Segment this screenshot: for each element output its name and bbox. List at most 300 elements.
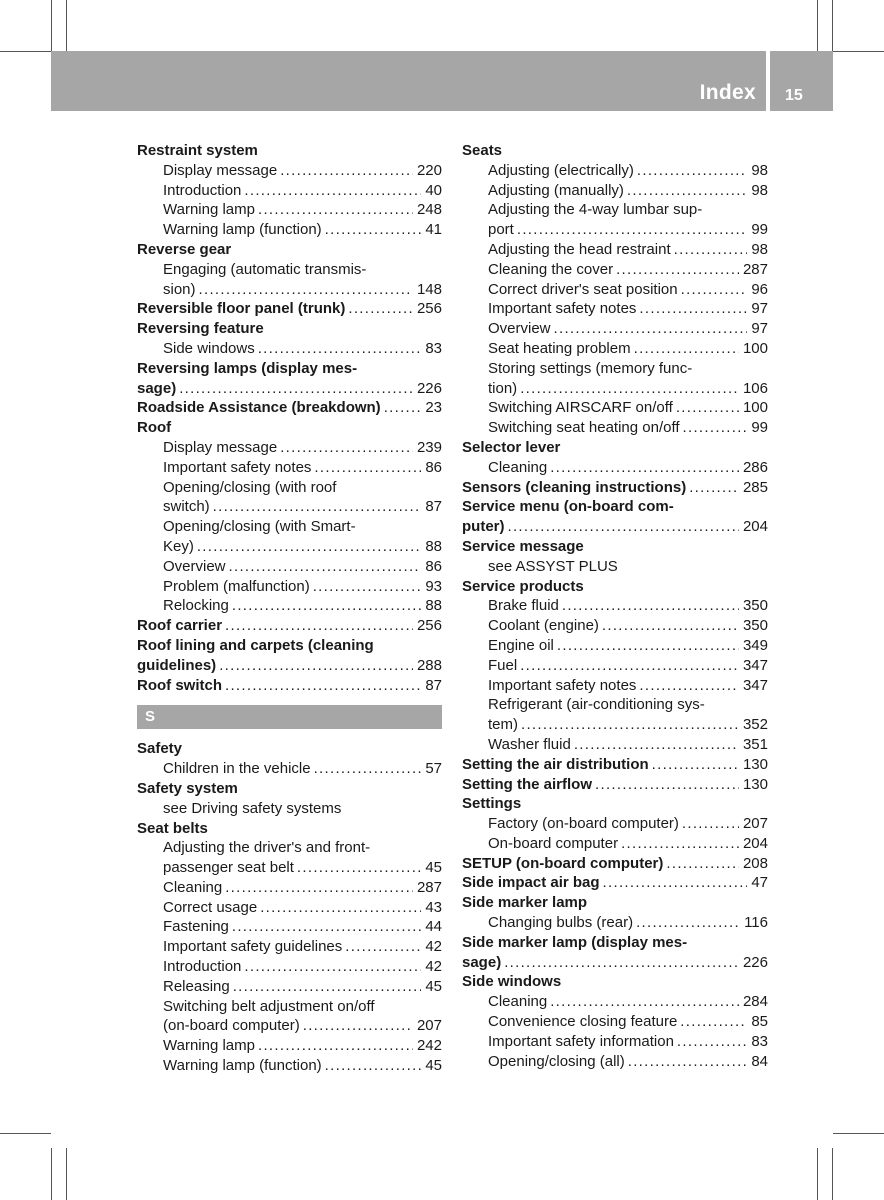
entry-page-number: 88 (425, 597, 442, 615)
index-entry (462, 794, 768, 814)
entry-label: Releasing (163, 977, 230, 995)
index-subentry (462, 656, 768, 676)
index-subentry (137, 858, 442, 878)
dot-leader (213, 497, 422, 517)
dot-leader (674, 240, 748, 260)
entry-page-number: 350 (742, 597, 768, 615)
index-subentry (462, 359, 768, 379)
entry-label: sage) (462, 953, 502, 971)
index-entry (137, 656, 442, 676)
entry-label: Overview (163, 557, 226, 575)
index-entry (462, 478, 768, 498)
entry-label: Seat heating problem (488, 339, 631, 357)
index-subentry (137, 838, 442, 858)
entry-page-number: 88 (425, 537, 442, 555)
entry-label: Storing settings (memory func- (488, 359, 693, 377)
entry-label: switch) (163, 498, 210, 516)
entry-label: Washer fluid (488, 735, 571, 753)
dot-leader (348, 299, 413, 319)
entry-label: puter) (462, 518, 505, 536)
index-subentry (137, 497, 442, 517)
entry-label: Switching belt adjustment on/off (163, 997, 375, 1015)
entry-page-number: 285 (742, 478, 768, 496)
dot-leader (219, 656, 413, 676)
dot-leader (345, 937, 421, 957)
entry-page-number: 226 (742, 953, 768, 971)
entry-label: Engaging (automatic transmis- (163, 260, 367, 278)
entry-label: Roof carrier (137, 617, 223, 635)
index-subentry (462, 992, 768, 1012)
entry-label: Switching AIRSCARF on/off (488, 399, 673, 417)
entry-page-number: 98 (751, 181, 768, 199)
dot-leader (517, 220, 747, 240)
dot-leader (677, 1032, 747, 1052)
entry-page-number: 286 (742, 458, 768, 476)
entry-page-number: 87 (425, 676, 442, 694)
entry-label: Changing bulbs (rear) (488, 914, 634, 932)
crop-mark (817, 1148, 818, 1200)
entry-page-number: 288 (416, 656, 442, 674)
index-subentry (462, 299, 768, 319)
index-subentry (462, 676, 768, 696)
index-subentry (137, 878, 442, 898)
entry-label: Important safety notes (488, 676, 637, 694)
dot-leader (621, 834, 739, 854)
index-subentry (462, 1012, 768, 1032)
entry-label: Selector lever (462, 438, 561, 456)
dot-leader (562, 596, 739, 616)
index-subentry (137, 478, 442, 498)
index-entry (462, 893, 768, 913)
index-subentry (462, 814, 768, 834)
dot-leader (244, 181, 421, 201)
index-entry (137, 779, 442, 799)
entry-label: Adjusting (electrically) (488, 161, 634, 179)
index-entry (137, 616, 442, 636)
entry-label: Warning lamp (163, 201, 255, 219)
crop-mark (833, 51, 884, 52)
entry-label: Side marker lamp (display mes- (462, 933, 688, 951)
index-entry (137, 240, 442, 260)
entry-page-number: 84 (751, 1052, 768, 1070)
entry-label: Reversible floor panel (trunk) (137, 300, 346, 318)
entry-page-number: 130 (742, 755, 768, 773)
crop-mark (66, 0, 67, 51)
entry-label: Setting the air distribution (462, 755, 649, 773)
index-subentry (137, 200, 442, 220)
dot-leader (639, 299, 747, 319)
entry-page-number: 23 (425, 399, 442, 417)
entry-label: Switching seat heating on/off (488, 419, 680, 437)
dot-leader (595, 775, 739, 795)
dot-leader (244, 957, 421, 977)
dot-leader (314, 458, 421, 478)
index-entry (137, 398, 442, 418)
index-column-left (137, 141, 442, 1076)
index-entry (137, 359, 442, 379)
index-subentry (137, 917, 442, 937)
entry-page-number: 207 (416, 1017, 442, 1035)
entry-page-number: 287 (416, 878, 442, 896)
index-subentry (462, 220, 768, 240)
entry-page-number: 96 (751, 280, 768, 298)
dot-leader (627, 181, 747, 201)
entry-page-number: 350 (742, 617, 768, 635)
entry-page-number: 86 (425, 458, 442, 476)
entry-page-number: 148 (416, 280, 442, 298)
entry-page-number: 248 (416, 201, 442, 219)
dot-leader (260, 898, 421, 918)
index-subentry (137, 438, 442, 458)
entry-page-number: 226 (416, 379, 442, 397)
dot-leader (602, 616, 739, 636)
entry-page-number: 116 (744, 914, 768, 932)
entry-page-number: 42 (425, 958, 442, 976)
crop-mark (0, 1133, 51, 1134)
section-header: S (137, 705, 442, 729)
dot-leader (297, 858, 421, 878)
entry-label: Service message (462, 537, 584, 555)
entry-label: (on-board computer) (163, 1017, 300, 1035)
dot-leader (225, 616, 413, 636)
crop-mark (66, 1148, 67, 1200)
entry-label: Adjusting the 4-way lumbar sup- (488, 201, 703, 219)
dot-leader (197, 537, 421, 557)
dot-leader (313, 577, 422, 597)
entry-page-number: 204 (742, 834, 768, 852)
entry-label: Correct usage (163, 898, 258, 916)
entry-label: Adjusting the driver's and front- (163, 839, 371, 857)
index-subentry (137, 1056, 442, 1076)
entry-label: Roadside Assistance (breakdown) (137, 399, 381, 417)
entry-page-number: 98 (751, 161, 768, 179)
crop-mark (51, 0, 52, 51)
entry-page-number: 284 (742, 993, 768, 1011)
index-subentry (462, 1032, 768, 1052)
index-subentry (462, 319, 768, 339)
index-subentry (137, 898, 442, 918)
index-subentry (462, 181, 768, 201)
dot-leader (314, 759, 422, 779)
dot-leader (639, 676, 739, 696)
index-subentry (137, 937, 442, 957)
entry-label: Important safety guidelines (163, 938, 343, 956)
entry-label: sage) (137, 379, 177, 397)
index-entry (462, 438, 768, 458)
entry-label: tem) (488, 716, 518, 734)
index-subentry (137, 220, 442, 240)
dot-leader (550, 992, 739, 1012)
index-entry (462, 577, 768, 597)
entry-page-number: 242 (416, 1037, 442, 1055)
entry-label: On-board computer (488, 834, 619, 852)
dot-leader (637, 161, 747, 181)
entry-label: port (488, 221, 514, 239)
entry-label: Factory (on-board computer) (488, 815, 679, 833)
entry-page-number: 204 (742, 518, 768, 536)
entry-page-number: 99 (751, 419, 768, 437)
index-subentry (462, 715, 768, 735)
entry-label: Overview (488, 320, 551, 338)
index-entry (462, 972, 768, 992)
index-subentry (137, 161, 442, 181)
dot-leader (233, 977, 422, 997)
dot-leader (603, 873, 748, 893)
entry-page-number: 130 (742, 775, 768, 793)
index-subentry (137, 1016, 442, 1036)
crop-mark (51, 1148, 52, 1200)
index-entry (462, 775, 768, 795)
entry-page-number: 43 (425, 898, 442, 916)
dot-leader (689, 478, 739, 498)
entry-page-number: 351 (742, 735, 768, 753)
index-subentry (137, 181, 442, 201)
entry-label: Side impact air bag (462, 874, 600, 892)
index-subentry (137, 280, 442, 300)
dot-leader (229, 557, 422, 577)
entry-page-number: 99 (751, 221, 768, 239)
index-subentry (137, 537, 442, 557)
crop-mark (833, 1133, 884, 1134)
index-subentry (137, 997, 442, 1017)
crop-mark (832, 1148, 833, 1200)
index-subentry (137, 557, 442, 577)
entry-page-number: 97 (751, 300, 768, 318)
dot-leader (225, 878, 413, 898)
index-subentry (137, 1036, 442, 1056)
entry-page-number: 239 (416, 438, 442, 456)
dot-leader (636, 913, 740, 933)
entry-label: Warning lamp (163, 1037, 255, 1055)
index-entry (137, 739, 442, 759)
index-entry (462, 953, 768, 973)
entry-label: Cleaning (488, 458, 548, 476)
entry-label: Key) (163, 537, 194, 555)
entry-page-number: 352 (742, 716, 768, 734)
entry-label: Side windows (462, 973, 562, 991)
index-subentry (462, 834, 768, 854)
entry-label: Opening/closing (with roof (163, 478, 337, 496)
dot-leader (628, 1052, 748, 1072)
entry-label: Display message (163, 438, 278, 456)
index-subentry (462, 913, 768, 933)
dot-leader (682, 814, 739, 834)
entry-label: see ASSYST PLUS (488, 557, 618, 575)
index-subentry (462, 339, 768, 359)
entry-label: Restraint system (137, 142, 258, 159)
page-header (51, 51, 766, 111)
dot-leader (680, 1012, 747, 1032)
index-subentry (462, 636, 768, 656)
entry-label: Adjusting the head restraint (488, 240, 671, 258)
entry-label: Display message (163, 161, 278, 179)
entry-page-number: 349 (742, 636, 768, 654)
entry-label: Fastening (163, 918, 229, 936)
index-subentry (462, 161, 768, 181)
index-subentry (137, 799, 442, 819)
entry-label: Brake fluid (488, 597, 559, 615)
dot-leader (520, 656, 739, 676)
dot-leader (652, 755, 739, 775)
index-subentry (462, 458, 768, 478)
entry-page-number: 40 (425, 181, 442, 199)
entry-label: Relocking (163, 597, 229, 615)
index-subentry (462, 695, 768, 715)
entry-page-number: 45 (425, 1057, 442, 1075)
entry-page-number: 347 (742, 676, 768, 694)
entry-label: SETUP (on-board computer) (462, 854, 664, 872)
index-entry (137, 636, 442, 656)
entry-label: guidelines) (137, 656, 217, 674)
dot-leader (508, 517, 739, 537)
dot-leader (258, 1036, 413, 1056)
index-entry (462, 933, 768, 953)
entry-page-number: 83 (751, 1032, 768, 1050)
entry-label: see Driving safety systems (163, 799, 342, 817)
entry-label: Roof lining and carpets (cleaning (137, 636, 374, 654)
dot-leader (325, 220, 422, 240)
entry-label: Opening/closing (all) (488, 1052, 625, 1070)
entry-page-number: 47 (751, 874, 768, 892)
entry-label: Cleaning the cover (488, 260, 614, 278)
entry-page-number: 44 (425, 918, 442, 936)
index-entry (137, 379, 442, 399)
index-entry (462, 873, 768, 893)
entry-label: Adjusting (manually) (488, 181, 624, 199)
entry-label: Important safety notes (488, 300, 637, 318)
entry-page-number: 106 (742, 379, 768, 397)
dot-leader (303, 1016, 413, 1036)
index-entry (137, 819, 442, 839)
entry-page-number: 98 (751, 240, 768, 258)
entry-label: Important safety notes (163, 458, 312, 476)
entry-page-number: 85 (751, 1013, 768, 1031)
entry-label: Side windows (163, 339, 255, 357)
dot-leader (557, 636, 739, 656)
dot-leader (550, 458, 739, 478)
index-subentry (462, 398, 768, 418)
index-subentry (137, 517, 442, 537)
dot-leader (676, 398, 739, 418)
index-entry (137, 319, 442, 339)
index-subentry (462, 200, 768, 220)
entry-label: Reverse gear (137, 240, 232, 258)
dot-leader (325, 1056, 422, 1076)
entry-label: Coolant (engine) (488, 617, 599, 635)
entry-page-number: 93 (425, 577, 442, 595)
dot-leader (521, 715, 739, 735)
index-subentry (462, 379, 768, 399)
entry-label: Seat belts (137, 819, 208, 837)
dot-leader (280, 161, 413, 181)
dot-leader (280, 438, 413, 458)
dot-leader (199, 280, 413, 300)
entry-label: Fuel (488, 656, 518, 674)
index-subentry (462, 418, 768, 438)
entry-label: Roof (137, 419, 172, 437)
index-entry (462, 755, 768, 775)
dot-leader (681, 280, 748, 300)
dot-leader (258, 339, 422, 359)
entry-page-number: 45 (425, 859, 442, 877)
entry-label: Reversing lamps (display mes- (137, 359, 358, 377)
dot-leader (554, 319, 748, 339)
index-entry (137, 299, 442, 319)
index-subentry (462, 557, 768, 577)
entry-page-number: 256 (416, 617, 442, 635)
entry-page-number: 97 (751, 320, 768, 338)
index-entry (462, 497, 768, 517)
entry-label: Cleaning (488, 993, 548, 1011)
dot-leader (666, 854, 739, 874)
entry-label: Warning lamp (function) (163, 1057, 322, 1075)
entry-label: Children in the vehicle (163, 760, 311, 778)
entry-page-number: 220 (416, 161, 442, 179)
index-subentry (462, 616, 768, 636)
crop-mark (817, 0, 818, 51)
entry-label: Service menu (on-board com- (462, 498, 674, 516)
entry-label: Setting the airflow (462, 775, 593, 793)
entry-label: Engine oil (488, 636, 554, 654)
page-number-box (770, 51, 833, 111)
index-entry (137, 141, 442, 161)
entry-label: Sensors (cleaning instructions) (462, 478, 687, 496)
entry-page-number: 45 (425, 977, 442, 995)
index-subentry (137, 458, 442, 478)
crop-mark (832, 0, 833, 51)
dot-leader (232, 596, 421, 616)
dot-leader (574, 735, 739, 755)
entry-label: sion) (163, 280, 196, 298)
entry-page-number: 41 (425, 221, 442, 239)
entry-page-number: 207 (742, 815, 768, 833)
entry-label: Refrigerant (air-conditioning sys- (488, 696, 705, 714)
page-number: 15 (785, 87, 803, 104)
index-entry (137, 676, 442, 696)
entry-page-number: 57 (425, 760, 442, 778)
index-entry (462, 517, 768, 537)
entry-page-number: 83 (425, 339, 442, 357)
index-subentry (462, 260, 768, 280)
index-subentry (137, 596, 442, 616)
index-subentry (137, 577, 442, 597)
index-subentry (462, 240, 768, 260)
entry-label: Opening/closing (with Smart- (163, 518, 356, 536)
index-entry (137, 418, 442, 438)
crop-mark (0, 51, 51, 52)
entry-label: Introduction (163, 958, 242, 976)
dot-leader (258, 200, 413, 220)
entry-label: Correct driver's seat position (488, 280, 678, 298)
index-subentry (137, 957, 442, 977)
index-subentry (137, 260, 442, 280)
entry-label: Safety (137, 740, 183, 758)
entry-label: Problem (malfunction) (163, 577, 310, 595)
dot-leader (504, 953, 739, 973)
index-subentry (137, 339, 442, 359)
entry-label: Introduction (163, 181, 242, 199)
entry-label: Reversing feature (137, 320, 264, 338)
dot-leader (520, 379, 739, 399)
index-entry (462, 141, 768, 161)
dot-leader (179, 379, 413, 399)
entry-label: Safety system (137, 779, 238, 797)
entry-label: Settings (462, 795, 522, 813)
entry-page-number: 100 (742, 339, 768, 357)
index-subentry (137, 759, 442, 779)
dot-leader (384, 398, 422, 418)
entry-page-number: 87 (425, 498, 442, 516)
